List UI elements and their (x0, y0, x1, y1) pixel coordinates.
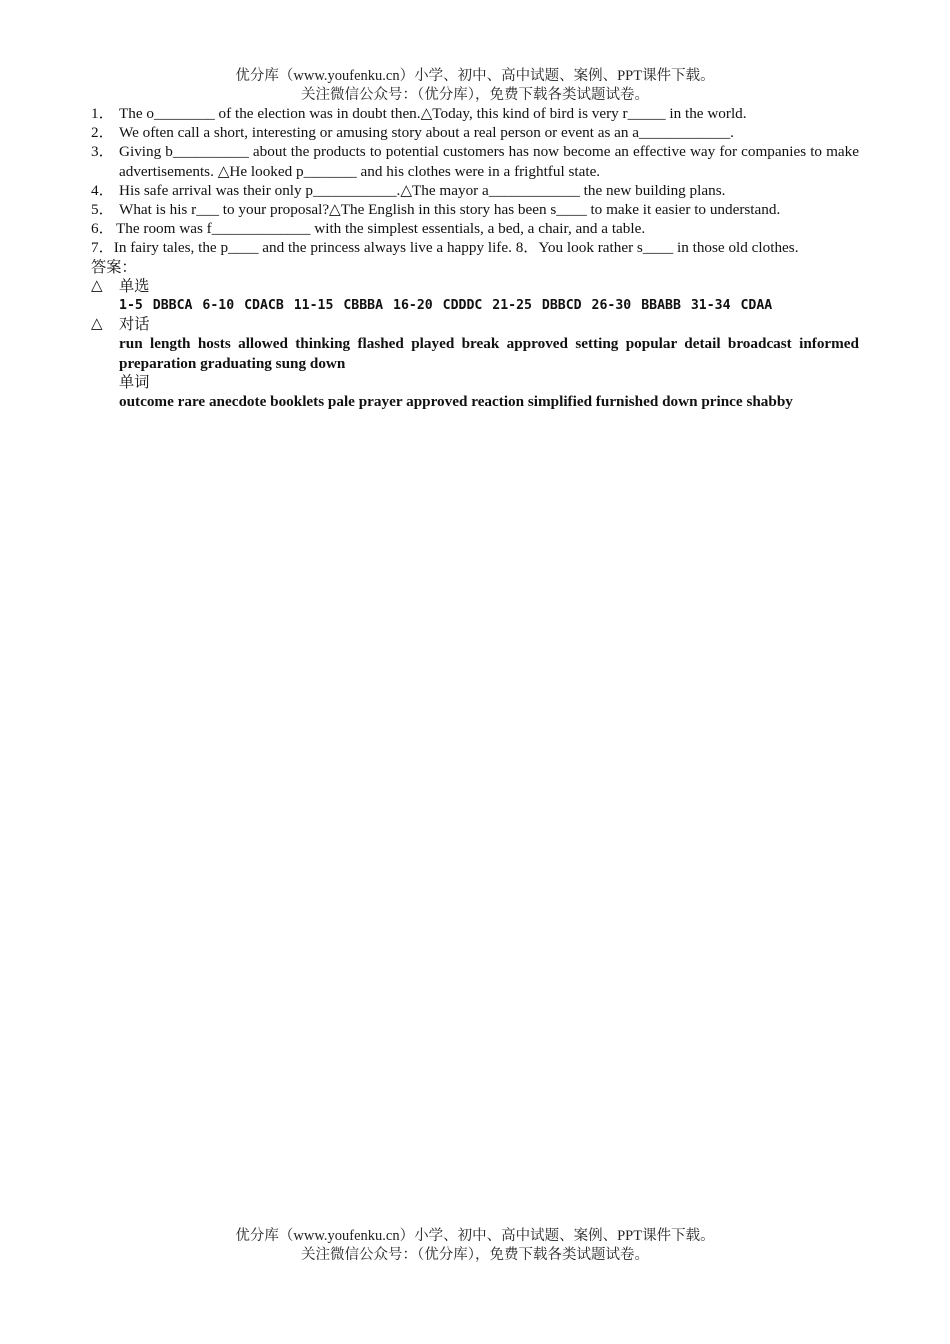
single-choice-answers: 1-5 DBBCA 6-10 CDACB 11-15 CBBBA 16-20 CDDDC 21-25 DBBCD 26-30 BBABB 31-34 CDAA (119, 298, 773, 314)
question-text: What is his r___ to your proposal?△The English in this story has been s____ to make it easier to understand. (119, 201, 781, 219)
footer-line-1: 优分库（www.youfenku.cn）小学、初中、高中试题、案例、PPT课件下载。 (235, 1228, 715, 1244)
words-label: 单词 (119, 373, 150, 391)
single-choice-label: 单选 (119, 277, 150, 295)
question-number: 5． (91, 201, 114, 219)
answers-label: 答案： (91, 258, 137, 276)
question-1 (91, 104, 859, 123)
question-text: His safe arrival was their only p___________.△The mayor a____________ the new building plans. (119, 181, 726, 199)
question-text: We often call a short, interesting or amusing story about a real person or event as an a____________. (119, 124, 734, 142)
question-text: Giving b__________ about the products to potential customers has now become an effective way for companies to make advertisements. △He looked p_______ and his clothes were in a frightful state. (119, 143, 859, 180)
question-2 (91, 123, 859, 142)
footer-line-2: 关注微信公众号：（优分库），免费下载各类试题试卷。 (301, 1247, 649, 1263)
header-line-2: 关注微信公众号：（优分库），免费下载各类试题试卷。 (301, 87, 649, 103)
question-number: 2． (91, 124, 114, 142)
triangle-icon: △ (91, 316, 103, 333)
question-text: The o________ of the election was in doubt then.△Today, this kind of bird is very r_____ in the world. (119, 105, 747, 122)
question-7-8: 7．In fairy tales, the p____ and the princess always live a happy life. 8．You look rather s____ in those old clothes. (91, 239, 799, 257)
dialogue-label: 对话 (119, 316, 150, 334)
triangle-icon: △ (91, 277, 103, 294)
question-5 (91, 200, 859, 219)
document-body (91, 104, 859, 411)
question-number: 3． (91, 143, 114, 161)
words-answers: outcome rare anecdote booklets pale prayer approved reaction simplified furnished down prince shabby (119, 393, 793, 411)
dialogue-answers: run length hosts allowed thinking flashed played break approved setting popular detail broadcast informed preparation graduating sung down (119, 335, 859, 372)
single-choice-heading (91, 277, 859, 296)
question-6 (91, 219, 859, 238)
question-number: 6． (91, 220, 114, 238)
header-line-1: 优分库（www.youfenku.cn）小学、初中、高中试题、案例、PPT课件下载。 (235, 68, 715, 84)
page-footer (0, 1227, 950, 1265)
question-3 (91, 142, 859, 180)
question-4 (91, 181, 859, 200)
dialogue-heading (91, 315, 859, 334)
question-number: 1． (91, 105, 114, 122)
question-number: 4． (91, 181, 114, 199)
page-header (0, 67, 950, 105)
question-text: The room was f_____________ with the simplest essentials, a bed, a chair, and a table. (116, 220, 646, 238)
